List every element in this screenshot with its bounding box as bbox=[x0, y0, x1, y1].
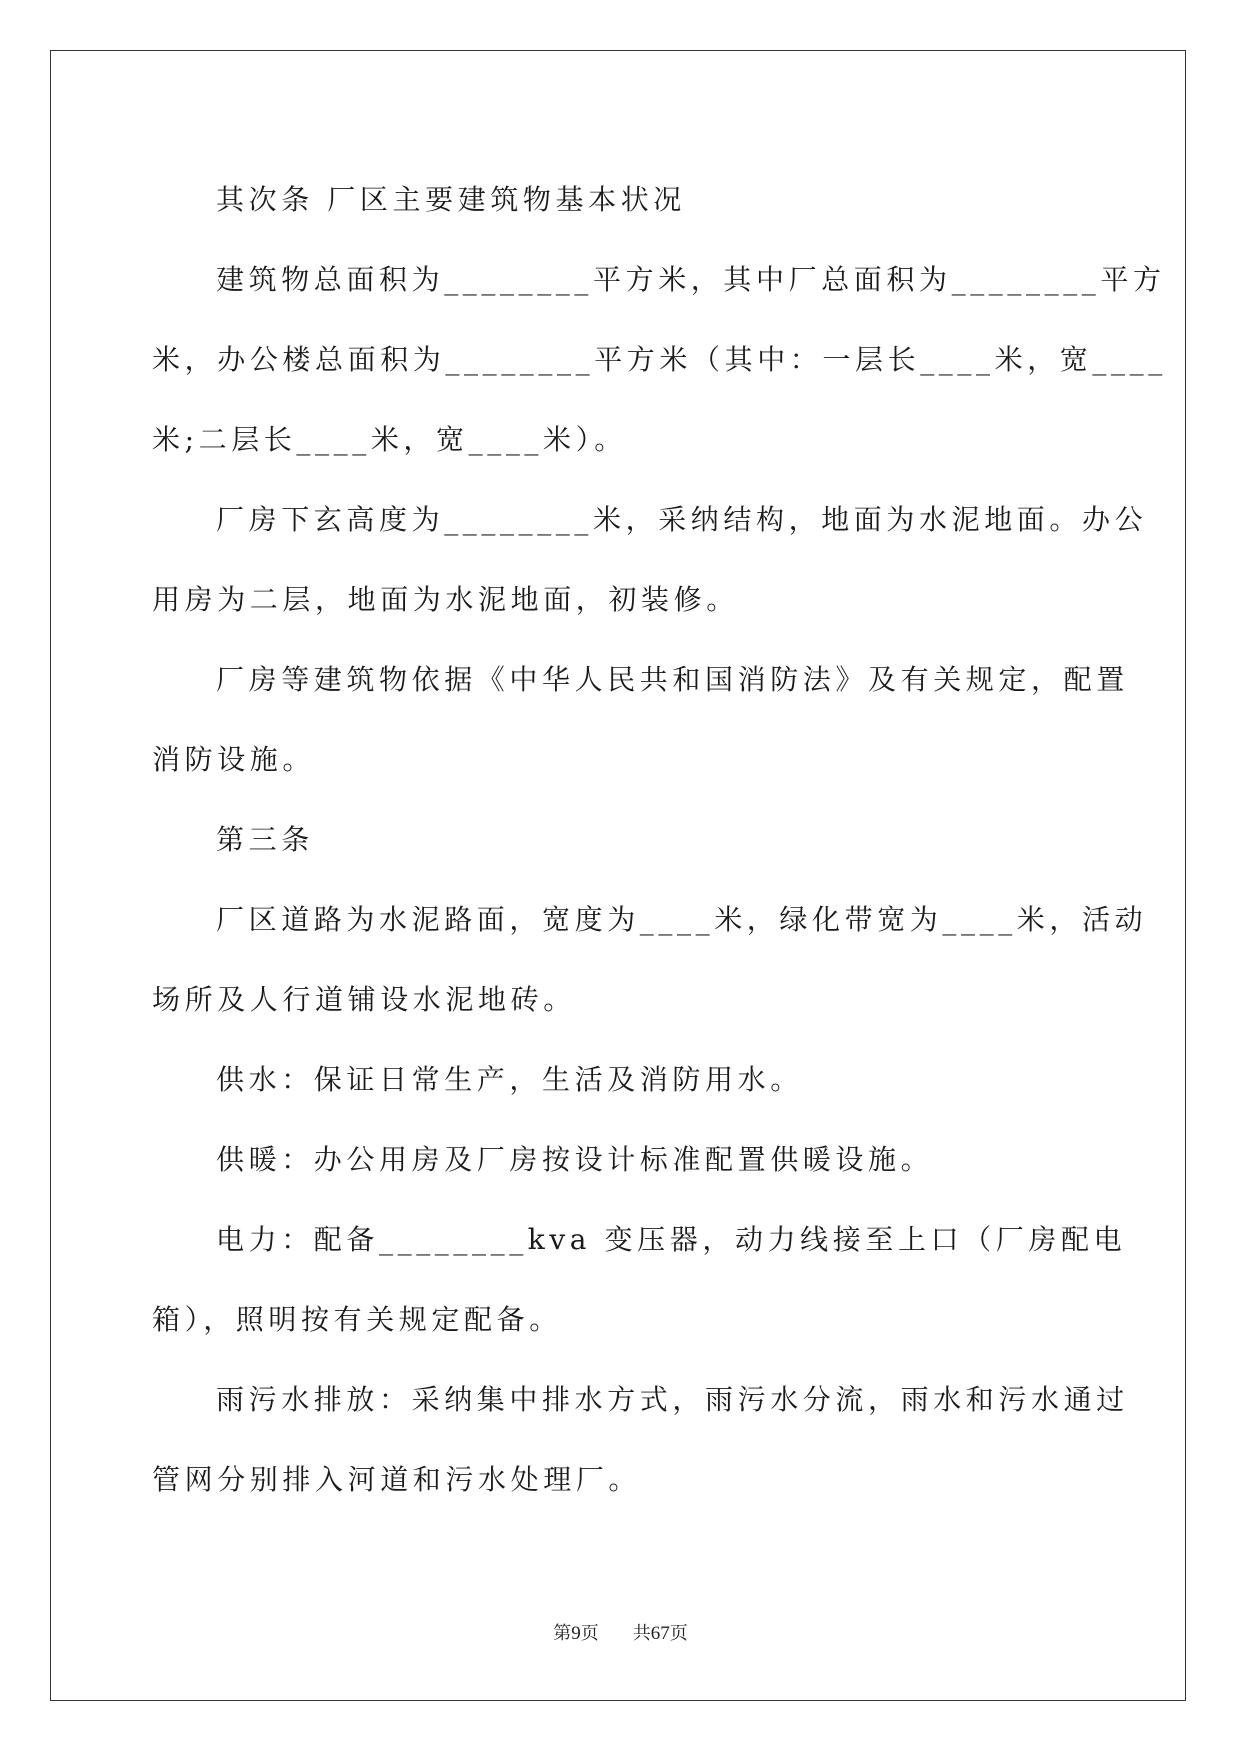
footer-total-suffix: 页 bbox=[669, 1623, 688, 1644]
paragraph-line: 厂房等建筑物依据《中华人民共和国消防法》及有关规定，配置 bbox=[216, 663, 1129, 696]
section-heading: 第三条 bbox=[216, 823, 314, 856]
paragraph-line: 场所及人行道铺设水泥地砖。 bbox=[152, 983, 576, 1016]
paragraph-line: 供水：保证日常生产，生活及消防用水。 bbox=[216, 1063, 803, 1096]
paragraph-line: 建筑物总面积为________平方米，其中厂总面积为________平方 bbox=[216, 263, 1166, 296]
paragraph-line: 管网分别排入河道和污水处理厂。 bbox=[152, 1463, 642, 1496]
page-footer bbox=[0, 1619, 1241, 1645]
footer-total-prefix: 共 bbox=[632, 1623, 651, 1644]
footer-page-current: 9 bbox=[571, 1623, 581, 1644]
footer-page-total: 67 bbox=[650, 1623, 670, 1644]
paragraph-line: 用房为二层，地面为水泥地面，初装修。 bbox=[152, 583, 739, 616]
paragraph-line: 其次条 厂区主要建筑物基本状况 bbox=[216, 183, 686, 216]
paragraph-line: 供暖：办公用房及厂房按设计标准配置供暖设施。 bbox=[216, 1143, 934, 1176]
footer-page-prefix: 第 bbox=[553, 1623, 572, 1644]
paragraph-line: 厂区道路为水泥路面，宽度为____米，绿化带宽为____米，活动 bbox=[216, 903, 1148, 936]
footer-page-suffix: 页 bbox=[580, 1623, 599, 1644]
paragraph-line: 米，办公楼总面积为________平方米（其中：一层长____米，宽____ bbox=[152, 343, 1167, 376]
paragraph-line: 箱），照明按有关规定配备。 bbox=[152, 1303, 562, 1336]
paragraph-line: 厂房下玄高度为________米，采纳结构，地面为水泥地面。办公 bbox=[216, 503, 1148, 536]
paragraph-line: 雨污水排放：采纳集中排水方式，雨污水分流，雨水和污水通过 bbox=[216, 1383, 1129, 1416]
document-body bbox=[152, 160, 1167, 1520]
paragraph-line: 电力：配备________kva 变压器，动力线接至上口（厂房配电 bbox=[216, 1223, 1127, 1256]
paragraph-line: 米;二层长____米，宽____米）。 bbox=[152, 423, 627, 456]
paragraph-line: 消防设施。 bbox=[152, 743, 316, 776]
